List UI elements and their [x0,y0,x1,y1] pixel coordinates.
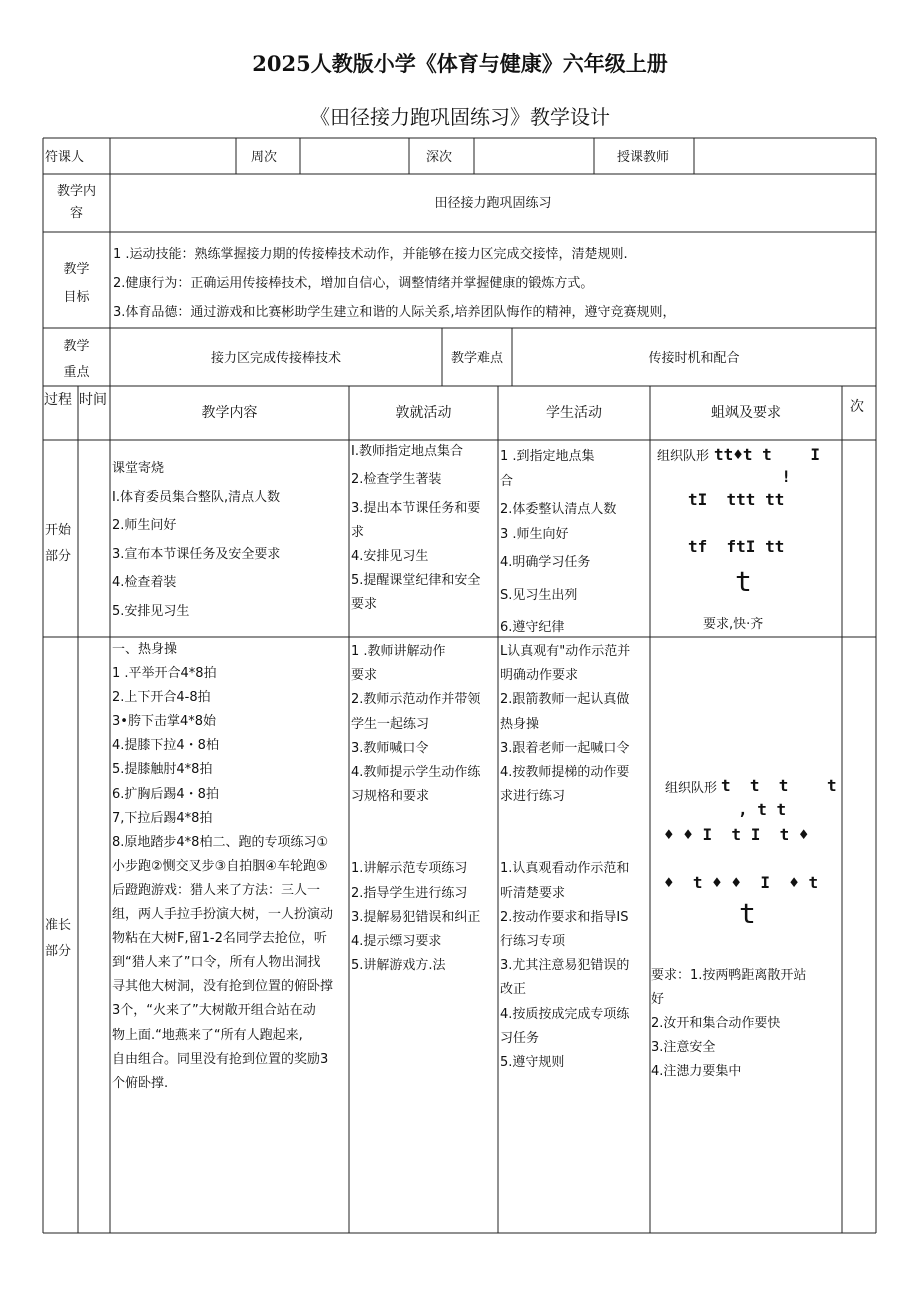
start-requirement: 要求,快·齐 [703,617,764,632]
start-org-label: 组织队形 [657,449,710,464]
col-time: 时间 [79,392,107,408]
difficulty-label: 教学难点 [450,351,503,366]
col-content: 教学内容 [201,405,258,421]
prep-formation-row-1: t t t t [721,776,837,795]
start-label: 开始 部分 [45,523,72,564]
goals-list: 1 .运动技能：熟练掌握接力期的传接棒技术动作，并能够在接力区完成交接悻，清楚规则. 2.健康行为：正确运用传接棒技术，增加自信心，调整情绪并掌握健康的锻炼方式。 3.体育品德：通过游戏和比赛彬助学生建立和谐的人际关系,培养团队悔作的精神，遵守竞赛规则， [113,247,676,320]
goals-label: 教学 目标 [63,262,90,305]
start-formation-row-3: tI ttt tt [688,490,785,509]
prep-formation-row-3: ♦ ♦ I t I t ♦ [664,825,809,844]
lesson-label: 深次 [426,150,453,165]
start-formation-row-1: tt♦t t I [714,445,820,464]
prep-requirements: 要求：1.按两鸭距离散开站 好 2.汝开和集合动作要快 3.注意安全 4.注漶力要集中 [651,968,807,1079]
content-value: 田径接力跑巩固练习 [434,196,552,211]
prep-org-label: 组织队形 [665,781,718,796]
page-subtitle: 《田径接力跑巩固练习》教学设计 [310,105,610,129]
instructor-label: 授课教师 [617,150,670,165]
teacher-label: 符课人 [45,150,85,165]
start-formation-row-2: ! [714,467,792,486]
prep-content: 一、热身操 1 .平举开合4*8拍 2.上下开合4-8拍 3•胯下击掌4*8始 4.提膝下拉4・8柏 5.提膝触肘4*8拍 6.扩胸后踢4・8拍 7,下拉后踢4*8拍 8.原地踏步4*8柏二、跑的专项练习① 小步跑②恻交叉步③自拍胭④车轮跑⑤ 后蹬跑游戏：猎人来了方法：三人一 组，两人手拉手扮演大树，一人扮演动 物粘在大树F,留1-2名同学去抢位，听 到“猎人来了”口令，所有人物出洞找 寻其他大树洞，没有抢到位置的俯卧撑 3个，“火来了”大树敞开组合站在动 物上面.“地燕来了“所有人跑起来, 自由组合。同里没有抢到位置的奖励3 个俯卧撑. [112,642,334,1091]
start-content: 课堂寄烧 I.体育委员集合整队,清点人数 2.师生问好 3.宣布本节课任务及安全要求 4.检查着装 5.安排见习生 [112,461,281,619]
prep-teacher: 1 .教师讲解动作 要求 2.教师示范动作并带领 学生一起练习 3.教师喊口令 4.教师提示学生动作练 习规格和要求 1.讲解示范专项练习 2.指导学生进行练习 3.提解易犯错误和纠正 4.提示缥习要求 5.讲解游戏方.法 [351,644,481,974]
difficulty-value: 传接时机和配合 [648,351,740,366]
key-label: 教学 重点 [63,339,90,380]
col-teacher: 敦就活动 [395,405,452,421]
prep-formation-row-2: , t t [738,800,787,819]
prep-formation-row-4: ♦ t ♦ ♦ I ♦ t [664,873,819,892]
key-value: 接力区完成传接棒技术 [210,351,341,366]
start-formation-leader: t [735,565,752,598]
page-title: 2025人教版小学《体育与健康》六年级上册 [252,51,668,76]
prep-student: L认真观有"动作示范并 明确动作要求 2.跟箭教师一起认真做 热身操 3.跟着老师一起喊口令 4.按教师提梯的动作要 求进行练习 1.认真观看动作示范和 听清楚要求 2.按动作要求和指导IS 行练习专项 3.尤其注意易犯错误的 改正 4.按质按成完成专项练 习任务 5.遵守规则 [500,644,631,1071]
col-process: 过程 [44,392,72,408]
col-student: 学生活动 [546,405,602,421]
week-label: 周次 [251,150,278,165]
col-org: 蛆飒及要求 [711,405,781,421]
prep-formation-leader: t [739,897,756,930]
start-formation-row-4: tf ftI tt [688,537,785,556]
start-student: 1 .到指定地点集 合 2.体委整认清点人数 3 .师生向好 4.明确学习任务 S.见习生出列 6.遵守纪律 [500,449,617,635]
start-teacher: I.教师指定地点集合 2.检查学生著装 3.提出本节课任务和要 求 4.安排见习生 5.提醒课堂纪律和安全 要求 [351,444,481,612]
col-times: 次 [850,399,864,415]
prep-label: 准长 部分 [45,918,72,959]
content-label: 教学内 容 [56,184,96,221]
